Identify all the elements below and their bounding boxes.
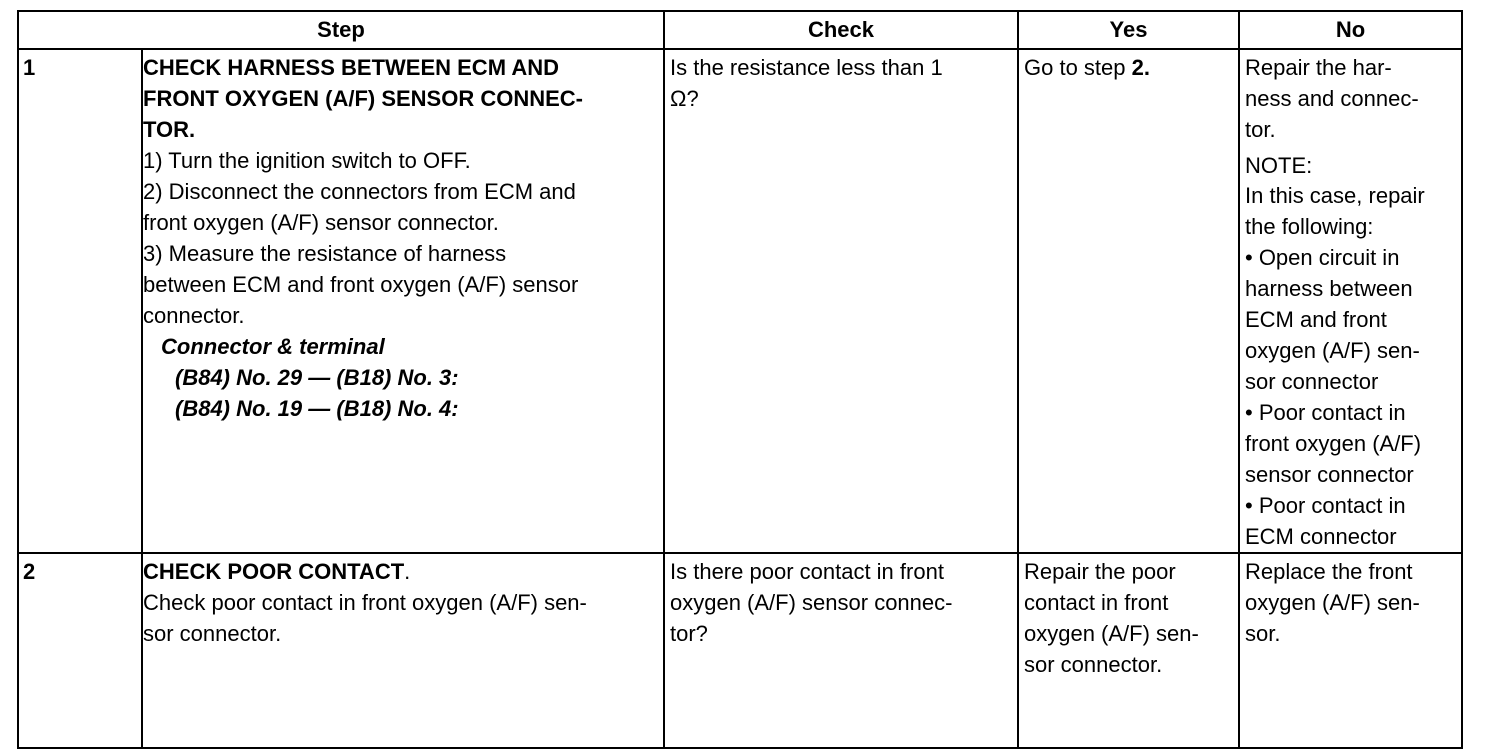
no-line: tor. [1245, 117, 1276, 142]
yes-step-link[interactable]: 2. [1131, 55, 1150, 80]
note-label: NOTE: [1245, 153, 1313, 178]
step-title-line: TOR. [143, 117, 196, 142]
no-line: Repair the har- [1245, 55, 1392, 80]
yes-text: Go to step [1024, 55, 1132, 80]
step-number: 1 [23, 55, 36, 80]
instruction-line: front oxygen (A/F) sensor connector. [143, 210, 499, 235]
step-description-cell [142, 553, 664, 748]
note-line: sor connector [1245, 369, 1379, 394]
no-line: Replace the front [1245, 559, 1413, 584]
instruction-line: connector. [143, 303, 245, 328]
check-cell [664, 553, 1018, 748]
yes-line: Repair the poor [1024, 559, 1176, 584]
note-bullet: • Poor contact in [1245, 400, 1406, 425]
note-line: sensor connector [1245, 462, 1414, 487]
check-line: Ω? [670, 86, 699, 111]
check-cell [664, 49, 1018, 553]
step-number: 2 [23, 559, 36, 584]
note-line: oxygen (A/F) sen- [1245, 338, 1420, 363]
table-header-row [18, 11, 1462, 49]
note-bullet: • Open circuit in [1245, 245, 1400, 270]
table-row [18, 553, 1462, 748]
note-line: front oxygen (A/F) [1245, 431, 1422, 456]
check-line: tor? [670, 621, 708, 646]
note-bullet: • Poor contact in [1245, 493, 1406, 518]
note-line: the following: [1245, 214, 1374, 239]
table-row [18, 49, 1462, 553]
instruction-line: Check poor contact in front oxygen (A/F) sen- [143, 590, 587, 615]
no-line: ness and connec- [1245, 86, 1419, 111]
note-line: ECM connector [1245, 524, 1397, 549]
instruction-line: 2) Disconnect the connectors from ECM and [143, 179, 576, 204]
header-step: Step [18, 11, 664, 49]
note-line: harness between [1245, 276, 1413, 301]
yes-line: oxygen (A/F) sen- [1024, 621, 1199, 646]
connector-terminal-spec: (B84) No. 19 — (B18) No. 4: [175, 396, 459, 421]
connector-terminal-heading: Connector & terminal [161, 334, 385, 359]
diagnostic-table [17, 10, 1463, 749]
header-no: No [1239, 11, 1462, 49]
check-line: Is the resistance less than 1 [670, 55, 943, 80]
note-line: In this case, repair [1245, 183, 1425, 208]
step-number-cell [18, 553, 142, 748]
yes-cell [1018, 553, 1239, 748]
step-title-line: CHECK HARNESS BETWEEN ECM AND [143, 55, 559, 80]
step-description-cell [142, 49, 664, 553]
header-check: Check [664, 11, 1018, 49]
note-line: ECM and front [1245, 307, 1387, 332]
no-line: sor. [1245, 621, 1281, 646]
instruction-line: sor connector. [143, 621, 282, 646]
step-number-cell [18, 49, 142, 553]
step-title-line: FRONT OXYGEN (A/F) SENSOR CONNEC- [143, 86, 584, 111]
step-title: CHECK POOR CONTACT [143, 559, 405, 584]
step-title-suffix: . [404, 559, 411, 584]
yes-line: contact in front [1024, 590, 1169, 615]
no-line: oxygen (A/F) sen- [1245, 590, 1420, 615]
instruction-line: 3) Measure the resistance of harness [143, 241, 507, 266]
no-cell [1239, 553, 1462, 748]
yes-cell [1018, 49, 1239, 553]
instruction-line: 1) Turn the ignition switch to OFF. [143, 148, 471, 173]
check-line: oxygen (A/F) sensor connec- [670, 590, 953, 615]
yes-line: sor connector. [1024, 652, 1163, 677]
instruction-line: between ECM and front oxygen (A/F) sensor [143, 272, 579, 297]
check-line: Is there poor contact in front [670, 559, 944, 584]
connector-terminal-spec: (B84) No. 29 — (B18) No. 3: [175, 365, 459, 390]
header-yes: Yes [1018, 11, 1239, 49]
no-cell [1239, 49, 1462, 553]
